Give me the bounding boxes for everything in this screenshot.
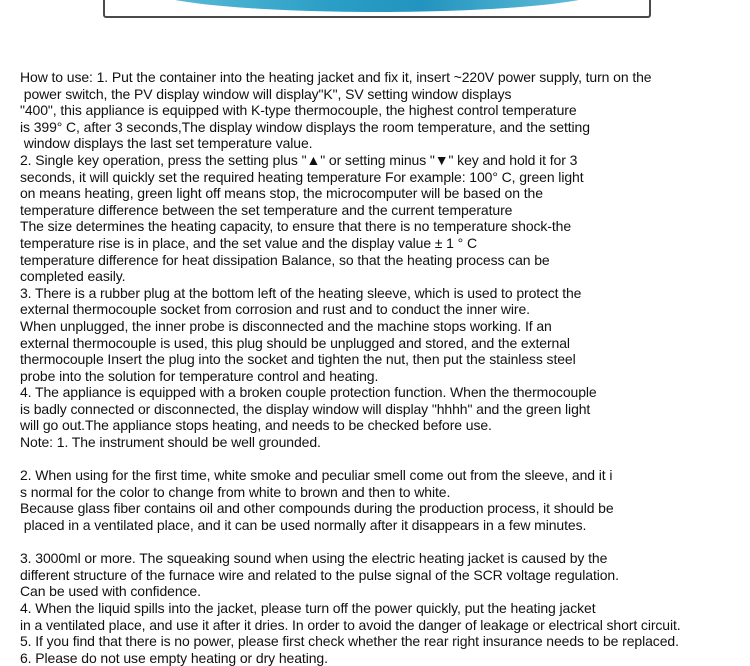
instruction-line: How to use: 1. Put the container into the heating jacket and fix it, insert ~220V power supply, turn on the bbox=[20, 69, 652, 85]
instruction-line: Because glass fiber contains oil and other compounds during the production process, it should be bbox=[20, 500, 614, 517]
instruction-line: 5. If you find that there is no power, please first check whether the rear right insurance needs to be replaced. bbox=[20, 633, 679, 650]
instruction-line: 3. There is a rubber plug at the bottom left of the heating sleeve, which is used to protect the bbox=[20, 284, 582, 301]
instruction-line: different structure of the furnace wire and related to the pulse signal of the SCR voltage regulation. bbox=[20, 566, 619, 583]
instruction-line: 4. The appliance is equipped with a broken couple protection function. When the thermocouple bbox=[20, 384, 597, 401]
instruction-line: external thermocouple socket from corrosion and rust and to conduct the inner wire. bbox=[20, 301, 530, 318]
instruction-line: temperature difference for heat dissipation Balance, so that the heating process can be bbox=[20, 251, 550, 268]
instruction-line: on means heating, green light off means stop, the microcomputer will be based on the bbox=[20, 185, 543, 202]
instruction-line: external thermocouple is used, this plug should be unplugged and stored, and the external bbox=[20, 334, 570, 351]
instruction-line: When unplugged, the inner probe is disconnected and the machine stops working. If an bbox=[20, 317, 552, 334]
instruction-line: seconds, it will quickly set the required heating temperature For example: 100° C, green light bbox=[20, 168, 584, 185]
instruction-line: 6. Please do not use empty heating or dry heating. bbox=[20, 649, 328, 666]
instruction-line: will go out.The appliance stops heating, and needs to be checked before use. bbox=[20, 417, 492, 434]
instruction-line: thermocouple Insert the plug into the socket and tighten the nut, then put the stainless steel bbox=[20, 351, 576, 368]
instruction-line: 2. Single key operation, press the setting plus "▲" or setting minus "▼" key and hold it for 3 bbox=[20, 151, 578, 168]
instruction-line: 3. 3000ml or more. The squeaking sound when using the electric heating jacket is caused by the bbox=[20, 550, 608, 567]
heating-mantle-image bbox=[147, 0, 607, 12]
instruction-line: temperature difference between the set temperature and the current temperature bbox=[20, 201, 513, 218]
instruction-line: The size determines the heating capacity, to ensure that there is no temperature shock-the bbox=[20, 218, 572, 235]
instruction-line: window displays the last set temperature value. bbox=[20, 135, 313, 152]
instruction-line: power switch, the PV display window will display"K", SV setting window displays bbox=[20, 85, 512, 102]
instruction-line: placed in a ventilated place, and it can be used normally after it disappears in a few minutes. bbox=[20, 517, 587, 534]
instruction-line: "400", this appliance is equipped with K-type thermocouple, the highest control temperature bbox=[20, 102, 577, 119]
instruction-line: is badly connected or disconnected, the display window will display "hhhh" and the green light bbox=[20, 400, 591, 417]
instruction-line: is 399° C, after 3 seconds,The display window displays the room temperature, and the setting bbox=[20, 118, 590, 135]
instruction-line: Can be used with confidence. bbox=[20, 583, 201, 600]
blank-line bbox=[20, 451, 748, 468]
instruction-line: temperature rise is in place, and the set value and the display value ± 1 ° C bbox=[20, 234, 477, 251]
instruction-line: s normal for the color to change from white to brown and then to white. bbox=[20, 483, 451, 500]
instruction-line: 4. When the liquid spills into the jacket, please turn off the power quickly, put the heating jacket bbox=[20, 600, 596, 616]
instruction-line: Note: 1. The instrument should be well grounded. bbox=[20, 434, 321, 451]
instruction-line: 2. When using for the first time, white smoke and peculiar smell come out from the sleeve, and it i bbox=[20, 467, 613, 484]
instruction-line: completed easily. bbox=[20, 268, 126, 285]
blank-line bbox=[20, 534, 748, 551]
instruction-line: in a ventilated place, and use it after it dries. In order to avoid the danger of leakage or electrical short circuit. bbox=[20, 616, 681, 633]
instruction-line: probe into the solution for temperature control and heating. bbox=[20, 367, 379, 384]
usage-instructions bbox=[20, 69, 748, 666]
product-image-frame bbox=[103, 0, 651, 18]
